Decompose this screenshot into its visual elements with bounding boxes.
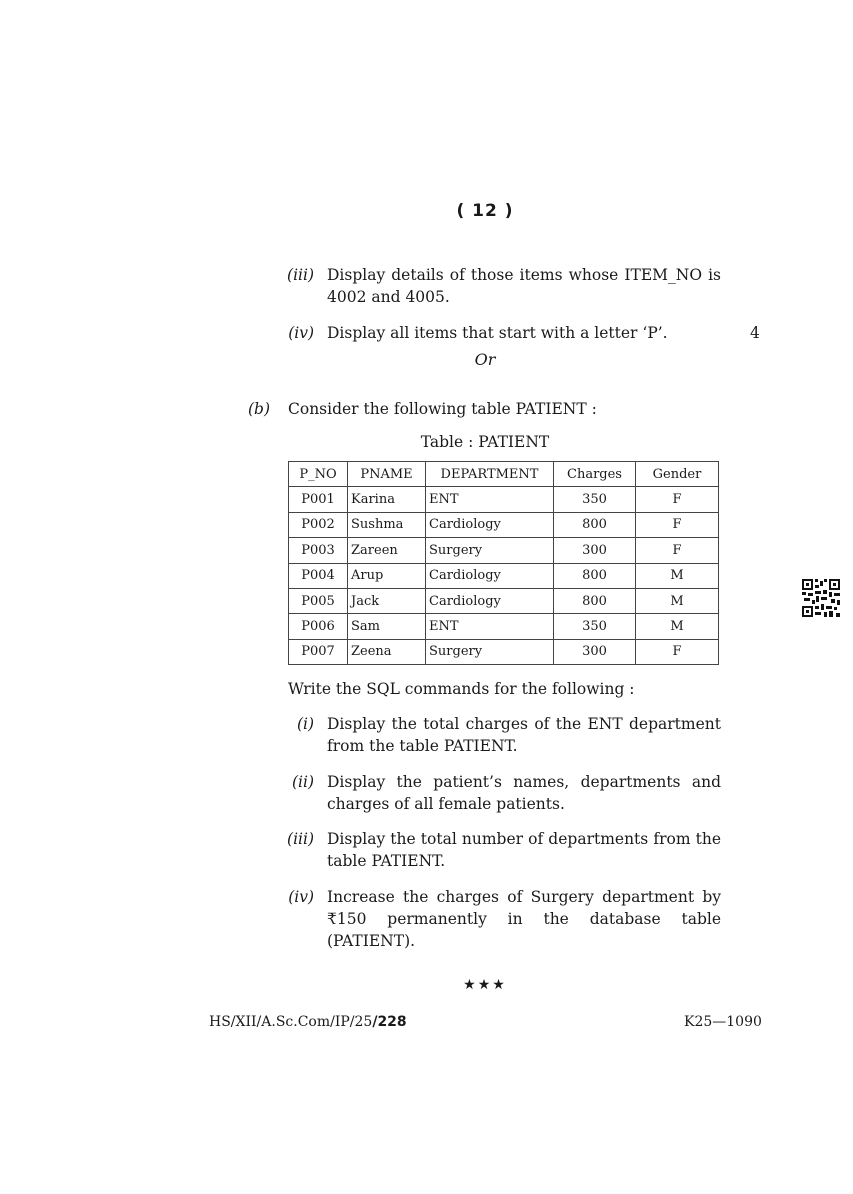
- cell-charges: 300: [554, 639, 636, 664]
- table-header-row: [289, 462, 719, 487]
- item-label: (iv): [288, 888, 314, 906]
- cell-gender: M: [636, 588, 719, 613]
- item-text: Display the total charges of the ENT department from the table PATIENT.: [327, 715, 721, 755]
- paper-code-prefix: HS/XII/A.Sc.Com/IP/25: [209, 1014, 373, 1030]
- cell-pname: Sam: [348, 614, 426, 639]
- table-row: [289, 614, 719, 639]
- cell-department: Cardiology: [426, 512, 554, 537]
- item-label: (iii): [287, 266, 314, 284]
- cell-p-no: P007: [289, 639, 348, 664]
- cell-charges: 800: [554, 588, 636, 613]
- cell-gender: F: [636, 487, 719, 512]
- col-header-pname: PNAME: [348, 462, 426, 487]
- item-label: (iv): [288, 324, 314, 342]
- cell-department: Surgery: [426, 538, 554, 563]
- cell-department: Cardiology: [426, 588, 554, 613]
- cell-charges: 350: [554, 487, 636, 512]
- table-row: [289, 563, 719, 588]
- cell-pname: Jack: [348, 588, 426, 613]
- or-separator: Or: [474, 350, 496, 369]
- cell-pname: Zeena: [348, 639, 426, 664]
- cell-p-no: P006: [289, 614, 348, 639]
- cell-pname: Zareen: [348, 538, 426, 563]
- patient-table: [288, 461, 719, 665]
- table-row: [289, 588, 719, 613]
- cell-gender: M: [636, 563, 719, 588]
- col-header-department: DEPARTMENT: [426, 462, 554, 487]
- print-code: K25—1090: [684, 1014, 762, 1030]
- part-b-label: (b): [247, 400, 270, 418]
- cell-p-no: P003: [289, 538, 348, 563]
- cell-charges: 800: [554, 512, 636, 537]
- col-header-gender: Gender: [636, 462, 719, 487]
- cell-charges: 350: [554, 614, 636, 639]
- cell-charges: 300: [554, 538, 636, 563]
- table-row: [289, 538, 719, 563]
- item-text: Increase the charges of Surgery department by ₹150 permanently in the database table (PATIENT).: [327, 888, 721, 950]
- end-marker: ★★★: [463, 977, 507, 993]
- cell-pname: Arup: [348, 563, 426, 588]
- cell-p-no: P001: [289, 487, 348, 512]
- cell-p-no: P005: [289, 588, 348, 613]
- cell-department: Surgery: [426, 639, 554, 664]
- cell-pname: Sushma: [348, 512, 426, 537]
- cell-p-no: P004: [289, 563, 348, 588]
- table-row: [289, 512, 719, 537]
- item-text: Display the patient’s names, departments and charges of all female patients.: [327, 773, 721, 813]
- cell-gender: F: [636, 512, 719, 537]
- item-text: Display all items that start with a letter ‘P’.: [327, 324, 668, 342]
- item-label: (ii): [291, 773, 314, 791]
- cell-gender: M: [636, 614, 719, 639]
- cell-p-no: P002: [289, 512, 348, 537]
- paper-code: [209, 1014, 407, 1030]
- cell-department: ENT: [426, 614, 554, 639]
- marks: 4: [750, 324, 760, 342]
- table-row: [289, 639, 719, 664]
- col-header-p-no: P_NO: [289, 462, 348, 487]
- item-text: Display details of those items whose ITEM_NO is 4002 and 4005.: [327, 266, 721, 306]
- cell-pname: Karina: [348, 487, 426, 512]
- cell-department: ENT: [426, 487, 554, 512]
- cell-gender: F: [636, 639, 719, 664]
- sql-instruction: Write the SQL commands for the following :: [288, 680, 635, 698]
- item-label: (iii): [287, 830, 314, 848]
- paper-code-number: /228: [372, 1014, 407, 1030]
- table-title: Table : PATIENT: [420, 433, 550, 451]
- part-b-intro-text: Consider the following table PATIENT :: [288, 400, 597, 418]
- item-label: (i): [296, 715, 314, 733]
- cell-charges: 800: [554, 563, 636, 588]
- table-row: [289, 487, 719, 512]
- col-header-charges: Charges: [554, 462, 636, 487]
- page-number: ( 12 ): [456, 201, 514, 221]
- item-text: Display the total number of departments from the table PATIENT.: [327, 830, 721, 870]
- cell-gender: F: [636, 538, 719, 563]
- qr-code-icon: [801, 578, 841, 618]
- cell-department: Cardiology: [426, 563, 554, 588]
